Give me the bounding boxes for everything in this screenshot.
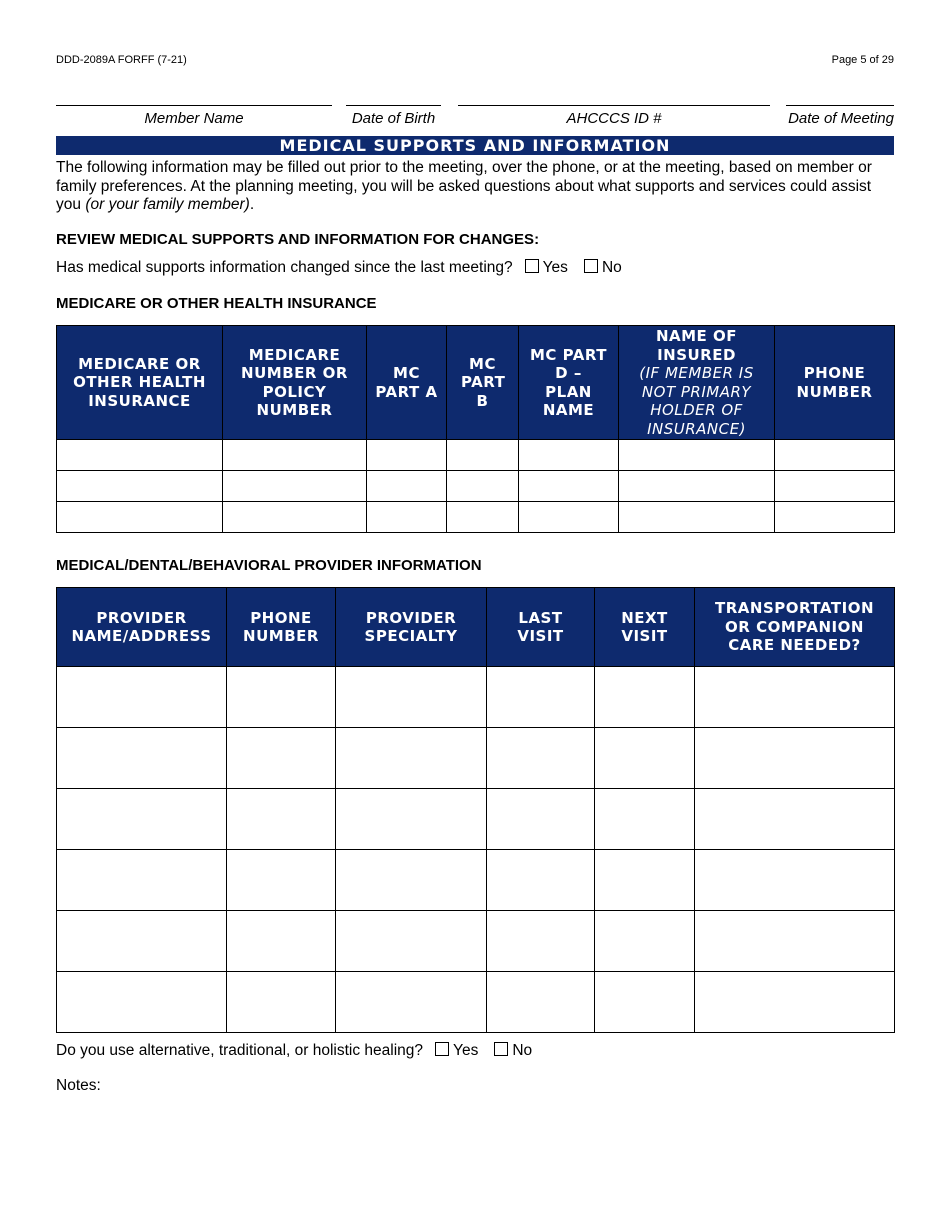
providers-header-row — [57, 588, 895, 667]
table-row — [57, 789, 895, 850]
col-part-a: MC PART A — [367, 326, 447, 440]
table-cell[interactable] — [775, 440, 895, 471]
table-cell[interactable] — [57, 440, 223, 471]
page-number: Page 5 of 29 — [831, 54, 894, 66]
table-cell[interactable] — [487, 667, 595, 728]
table-cell[interactable] — [595, 911, 695, 972]
table-cell[interactable] — [447, 440, 519, 471]
col-transportation: TRANSPORTATION OR COMPANION CARE NEEDED? — [695, 588, 895, 667]
col-phone: PHONE NUMBER — [775, 326, 895, 440]
table-cell[interactable] — [367, 502, 447, 533]
col-part-d: MC PART D – PLAN NAME — [519, 326, 619, 440]
holistic-yes-checkbox[interactable] — [435, 1042, 449, 1056]
insurance-header-row — [57, 326, 895, 440]
table-cell[interactable] — [775, 471, 895, 502]
table-cell[interactable] — [227, 911, 336, 972]
table-cell[interactable] — [487, 972, 595, 1033]
table-cell[interactable] — [695, 850, 895, 911]
intro-italic: (or your family member) — [85, 196, 250, 213]
insured-note: (IF MEMBER IS NOT PRIMARY HOLDER OF INSURANCE) — [639, 364, 754, 438]
date-of-birth-label: Date of Birth — [351, 110, 436, 127]
table-cell[interactable] — [57, 502, 223, 533]
table-cell[interactable] — [223, 440, 367, 471]
review-yes-label: Yes — [542, 259, 568, 276]
col-last-visit: LAST VISIT — [487, 588, 595, 667]
intro-paragraph — [56, 159, 898, 215]
ahcccs-id-input[interactable] — [458, 105, 770, 106]
date-of-meeting-input[interactable] — [786, 105, 894, 106]
table-cell[interactable] — [227, 728, 336, 789]
table-cell[interactable] — [57, 471, 223, 502]
table-cell[interactable] — [519, 502, 619, 533]
table-cell[interactable] — [487, 789, 595, 850]
col-provider-name: PROVIDER NAME/ADDRESS — [57, 588, 227, 667]
table-cell[interactable] — [695, 972, 895, 1033]
table-cell[interactable] — [695, 911, 895, 972]
table-cell[interactable] — [519, 440, 619, 471]
table-cell[interactable] — [519, 471, 619, 502]
form-id: DDD-2089A FORFF (7-21) — [56, 54, 187, 66]
table-cell[interactable] — [695, 728, 895, 789]
table-cell[interactable] — [57, 728, 227, 789]
table-cell[interactable] — [595, 789, 695, 850]
table-cell[interactable] — [57, 850, 227, 911]
holistic-no-checkbox[interactable] — [494, 1042, 508, 1056]
intro-end: . — [249, 196, 255, 213]
holistic-question: Do you use alternative, traditional, or holistic healing? — [56, 1042, 424, 1059]
table-cell[interactable] — [227, 972, 336, 1033]
table-cell[interactable] — [619, 440, 775, 471]
table-row — [57, 667, 895, 728]
table-cell[interactable] — [227, 789, 336, 850]
date-of-meeting-label: Date of Meeting — [788, 110, 894, 127]
table-row — [57, 850, 895, 911]
table-cell[interactable] — [619, 471, 775, 502]
table-cell[interactable] — [595, 728, 695, 789]
table-cell[interactable] — [336, 911, 487, 972]
table-cell[interactable] — [367, 440, 447, 471]
table-cell[interactable] — [447, 502, 519, 533]
col-provider-specialty: PROVIDER SPECIALTY — [336, 588, 487, 667]
table-cell[interactable] — [487, 850, 595, 911]
member-name-label: Member Name — [144, 110, 244, 127]
col-policy-number: MEDICARE NUMBER OR POLICY NUMBER — [223, 326, 367, 440]
insurance-table — [56, 325, 895, 533]
table-cell[interactable] — [695, 789, 895, 850]
table-cell[interactable] — [223, 471, 367, 502]
table-cell[interactable] — [336, 972, 487, 1033]
insurance-heading: MEDICARE OR OTHER HEALTH INSURANCE — [56, 295, 377, 312]
table-row — [57, 471, 895, 502]
table-cell[interactable] — [336, 789, 487, 850]
holistic-question-line — [56, 1042, 532, 1060]
table-cell[interactable] — [775, 502, 895, 533]
table-cell[interactable] — [57, 667, 227, 728]
table-cell[interactable] — [619, 502, 775, 533]
review-question-line — [56, 259, 622, 277]
table-row — [57, 911, 895, 972]
table-cell[interactable] — [487, 728, 595, 789]
table-row — [57, 502, 895, 533]
intro-text: The following information may be filled out prior to the meeting, over the phone, or at the meeting, based on member or family preferences. At the planning meeting, you will be asked questions about what supports and services could assist you — [56, 159, 872, 213]
providers-heading: MEDICAL/DENTAL/BEHAVIORAL PROVIDER INFORMATION — [56, 557, 482, 574]
review-no-label: No — [601, 259, 622, 276]
table-cell[interactable] — [487, 911, 595, 972]
date-of-birth-input[interactable] — [346, 105, 441, 106]
notes-label: Notes: — [56, 1077, 101, 1094]
table-cell[interactable] — [447, 471, 519, 502]
table-cell[interactable] — [695, 667, 895, 728]
table-cell[interactable] — [336, 667, 487, 728]
providers-table — [56, 587, 895, 1033]
table-cell[interactable] — [227, 850, 336, 911]
table-cell[interactable] — [336, 728, 487, 789]
col-name-insured — [619, 326, 775, 440]
review-yes-checkbox[interactable] — [525, 259, 539, 273]
section-banner: MEDICAL SUPPORTS AND INFORMATION — [56, 136, 894, 155]
col-provider-phone: PHONE NUMBER — [227, 588, 336, 667]
table-row — [57, 728, 895, 789]
table-cell[interactable] — [57, 789, 227, 850]
ahcccs-id-label: AHCCCS ID # — [566, 110, 662, 127]
table-cell[interactable] — [227, 667, 336, 728]
name-insured-label: NAME OF INSURED — [655, 327, 738, 364]
table-cell[interactable] — [223, 502, 367, 533]
review-question: Has medical supports information changed since the last meeting? — [56, 259, 513, 276]
table-cell[interactable] — [595, 972, 695, 1033]
table-row — [57, 972, 895, 1033]
review-heading: REVIEW MEDICAL SUPPORTS AND INFORMATION FOR CHANGES: — [56, 231, 540, 248]
table-cell[interactable] — [595, 850, 695, 911]
member-name-input[interactable] — [56, 105, 332, 106]
table-cell[interactable] — [595, 667, 695, 728]
col-insurance: MEDICARE OR OTHER HEALTH INSURANCE — [57, 326, 223, 440]
notes-area[interactable] — [56, 1098, 894, 1198]
review-no-checkbox[interactable] — [584, 259, 598, 273]
table-cell[interactable] — [336, 850, 487, 911]
table-cell[interactable] — [367, 471, 447, 502]
table-row — [57, 440, 895, 471]
table-cell[interactable] — [57, 972, 227, 1033]
col-next-visit: NEXT VISIT — [595, 588, 695, 667]
holistic-yes-label: Yes — [453, 1042, 479, 1059]
table-cell[interactable] — [57, 911, 227, 972]
col-part-b: MC PART B — [447, 326, 519, 440]
holistic-no-label: No — [512, 1042, 533, 1059]
